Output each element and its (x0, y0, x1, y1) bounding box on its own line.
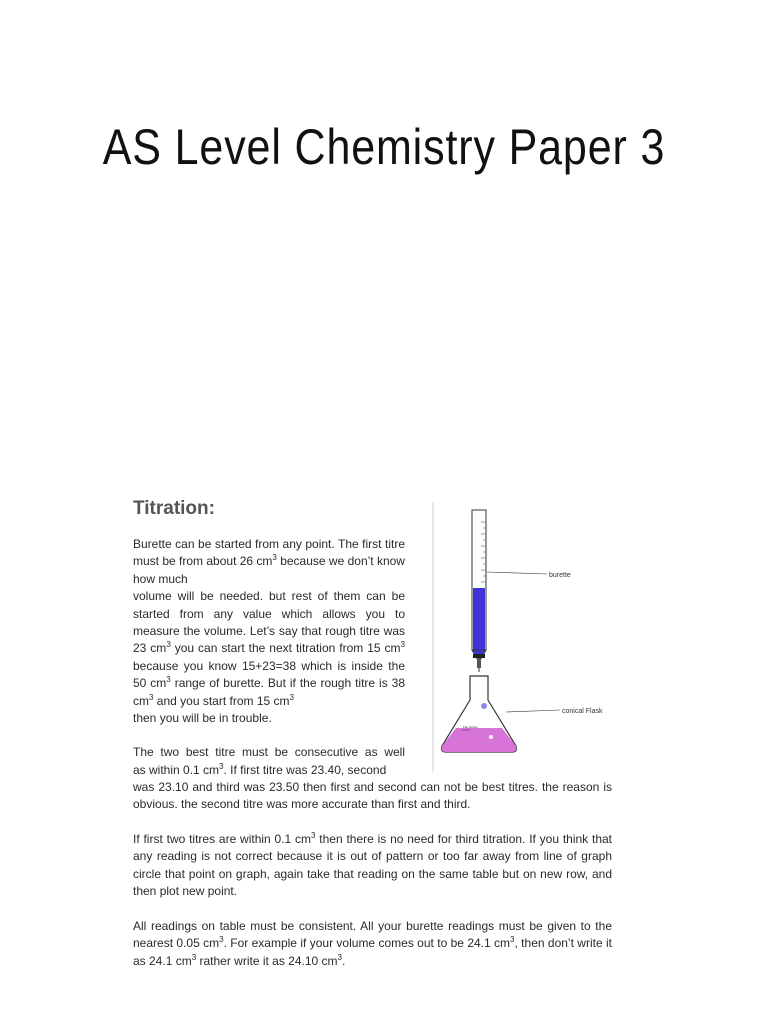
burette-label: burette (549, 572, 571, 579)
superscript-3: 3 (289, 692, 294, 702)
p4-text-3: , then don’t write it as 24.1 cm (133, 936, 612, 968)
paragraph-third-titration (133, 831, 612, 901)
superscript-3: 3 (272, 553, 277, 563)
superscript-3: 3 (219, 935, 224, 945)
paragraph-consistent-readings (133, 918, 612, 970)
p1-text-3: volume will be needed. but rest of them can be started from any value which allows you to measure the volume. Let’s say that rough titre was 23 cm (133, 589, 405, 656)
burette-solution (473, 588, 485, 650)
p3-text-1: If first two titres are within 0.1 cm (133, 832, 312, 846)
paragraph-burette-start (133, 536, 405, 727)
superscript-3: 3 (166, 675, 171, 685)
p2-text-1: as within 0.1 cm (133, 763, 220, 777)
superscript-3: 3 (149, 692, 154, 702)
p2-text-2: . If first titre was 23.40, second (223, 763, 387, 777)
superscript-3: 3 (191, 952, 197, 962)
paragraph-best-titre-rest: was 23.10 and third was 23.50 then first and second can not be best titres. the reason is obvious. the second titre was more accurate than first and third. (133, 780, 612, 812)
p1-text-2: because we don’t know how much (133, 554, 405, 586)
superscript-3: 3 (311, 831, 316, 840)
p4-text-4: rather write it as 24.10 cm (196, 953, 338, 968)
p1-text-7: and you start from 15 cm (153, 693, 290, 708)
titration-figure (432, 500, 612, 772)
superscript-3: 3 (337, 952, 342, 962)
superscript-3: 3 (219, 762, 224, 771)
page-title: AS Level Chemistry Paper 3 (102, 119, 666, 175)
paragraph-best-titre-line2 (133, 762, 405, 779)
burette-icon (472, 510, 486, 672)
p1-text-1: Burette can be started from any point. The first titre must be from about 26 cm (133, 537, 405, 569)
superscript-3: 3 (510, 935, 515, 945)
p1-text-4: you can start the next titration from 15 cm (170, 641, 401, 656)
p1-text-8: then you will be in trouble. (133, 711, 272, 726)
conical-flask-label: conical Flask (562, 708, 603, 715)
section-heading: Titration: (133, 498, 215, 519)
superscript-3: 3 (166, 640, 171, 650)
p1-text-6: range of burette. But if the rough titre is 38 cm (133, 676, 405, 708)
p1-text-5: because you know 15+23=38 which is inside the 50 cm (133, 658, 405, 691)
superscript-3: 3 (400, 640, 405, 650)
p4-text-1: All readings on table must be consistent. All your burette readings must be given to the nearest 0.05 cm (133, 919, 612, 951)
p3-text-2: then there is no need for third titration. If you think that any reading is not correct because it is out of pattern or too far away from line of graph circle that point on graph, again take that reading on the same table but on new row, and then plot new point. (133, 832, 612, 899)
p4-text-2: . For example if your volume comes out to be 24.1 cm (223, 936, 511, 951)
paragraph-best-titre-line1: The two best titre must be consecutive as well (133, 745, 405, 759)
flask-text: Fiat bottom (463, 725, 479, 729)
p4-text-5: . (342, 953, 346, 968)
conical-flask-icon (442, 676, 517, 752)
